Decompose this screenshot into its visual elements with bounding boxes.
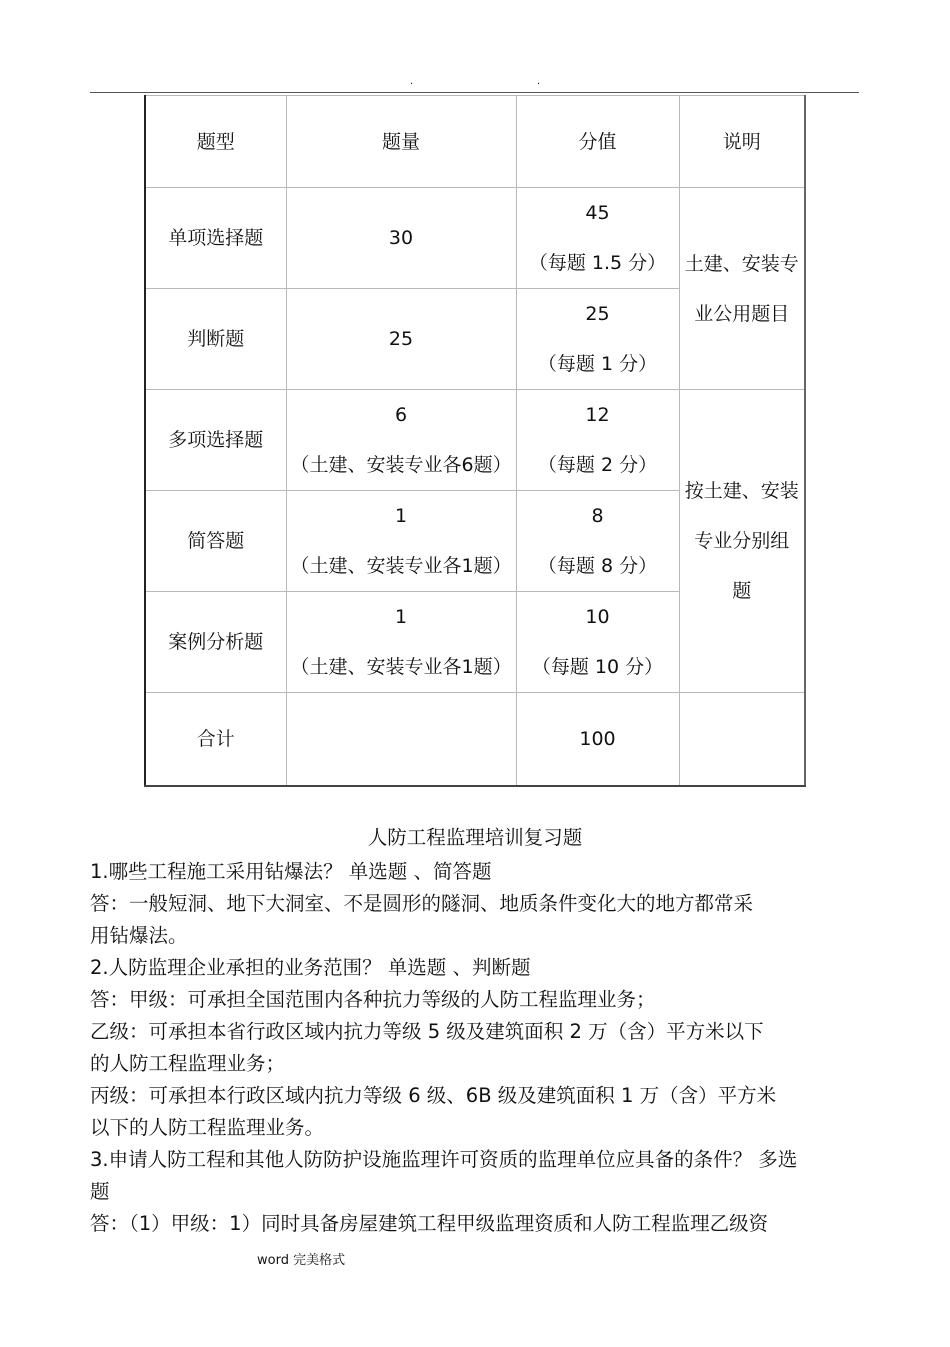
body-line: 答：（1）甲级：1）同时具备房屋建筑工程甲级监理资质和人防工程监理乙级资 xyxy=(90,1212,769,1235)
body-line: 答：甲级：可承担全国范围内各种抗力等级的人防工程监理业务； xyxy=(90,988,656,1011)
cell-type: 单项选择题 xyxy=(145,188,286,289)
note-line: 题 xyxy=(732,580,752,602)
qty-value: 6 xyxy=(394,404,408,426)
cell-note-separate xyxy=(679,390,805,693)
body-line: 用钻爆法。 xyxy=(90,924,188,947)
qty-detail: （土建、安装专业各1题） xyxy=(290,555,512,577)
cell-type: 简答题 xyxy=(145,491,286,592)
note-line: 土建、安装专 xyxy=(684,252,799,275)
header-rule xyxy=(90,92,859,93)
header-dot-right: . xyxy=(537,76,541,87)
body-line: 以下的人防工程监理业务。 xyxy=(90,1116,325,1139)
body-line: 丙级：可承担本行政区域内抗力等级 6 级、6B 级及建筑面积 1 万（含）平方米 xyxy=(90,1084,777,1107)
score-detail: （每题 1 分） xyxy=(537,353,658,375)
body-line: 3.申请人防工程和其他人防防护设施监理许可资质的监理单位应具备的条件？ 多选 xyxy=(90,1148,798,1171)
cell-type: 合计 xyxy=(145,693,286,786)
col-header-qty: 题量 xyxy=(286,96,516,188)
body-line: 答：一般短洞、地下大洞室、不是圆形的隧洞、地质条件变化大的地方都常采 xyxy=(90,892,754,915)
cell-note-empty xyxy=(679,693,805,786)
body-line: 1.哪些工程施工采用钻爆法？ 单选题 、简答题 xyxy=(90,860,492,883)
body-line: 题 xyxy=(90,1180,110,1203)
body-line: 2.人防监理企业承担的业务范围？ 单选题 、判断题 xyxy=(90,956,531,979)
qty-value: 1 xyxy=(394,505,408,527)
cell-qty: 30 xyxy=(286,188,516,289)
table-total-row xyxy=(145,693,805,786)
cell-score xyxy=(516,491,679,592)
col-header-type: 题型 xyxy=(145,96,286,188)
score-value: 8 xyxy=(591,505,604,527)
qty-value: 1 xyxy=(394,606,408,628)
score-value: 25 xyxy=(585,303,610,325)
table-header-row xyxy=(145,96,805,188)
page-header-dots xyxy=(0,76,950,90)
cell-note-shared xyxy=(679,188,805,390)
table-row xyxy=(145,390,805,491)
cell-score: 100 xyxy=(516,693,679,786)
col-header-score: 分值 xyxy=(516,96,679,188)
col-header-note: 说明 xyxy=(679,96,805,188)
note-line: 专业分别组 xyxy=(694,530,790,552)
header-dot-left: . xyxy=(410,76,414,87)
score-value: 12 xyxy=(585,404,610,426)
cell-score xyxy=(516,289,679,390)
cell-score xyxy=(516,390,679,491)
cell-qty xyxy=(286,390,516,491)
cell-qty xyxy=(286,592,516,693)
score-detail: （每题 1.5 分） xyxy=(528,252,667,274)
score-value: 45 xyxy=(585,202,610,224)
cell-type: 多项选择题 xyxy=(145,390,286,491)
score-value: 10 xyxy=(585,606,610,628)
exam-structure-table xyxy=(144,95,806,787)
body-line: 乙级：可承担本省行政区域内抗力等级 5 级及建筑面积 2 万（含）平方米以下 xyxy=(90,1020,764,1043)
document-body xyxy=(90,856,865,1240)
cell-type: 案例分析题 xyxy=(145,592,286,693)
score-detail: （每题 8 分） xyxy=(537,555,658,577)
qty-detail: （土建、安装专业各1题） xyxy=(290,656,512,678)
document-title: 人防工程监理培训复习题 xyxy=(367,826,583,849)
note-line: 业公用题目 xyxy=(694,302,790,325)
cell-type: 判断题 xyxy=(145,289,286,390)
cell-qty xyxy=(286,693,516,786)
score-detail: （每题 10 分） xyxy=(531,656,664,678)
body-line: 的人防工程监理业务； xyxy=(90,1052,286,1075)
cell-qty xyxy=(286,491,516,592)
page-footer: word 完美格式 xyxy=(257,1253,346,1268)
cell-qty: 25 xyxy=(286,289,516,390)
score-detail: （每题 2 分） xyxy=(537,454,658,476)
qty-detail: （土建、安装专业各6题） xyxy=(290,454,512,476)
cell-score xyxy=(516,592,679,693)
table-row xyxy=(145,188,805,289)
note-line: 按土建、安装 xyxy=(684,480,799,502)
cell-score xyxy=(516,188,679,289)
